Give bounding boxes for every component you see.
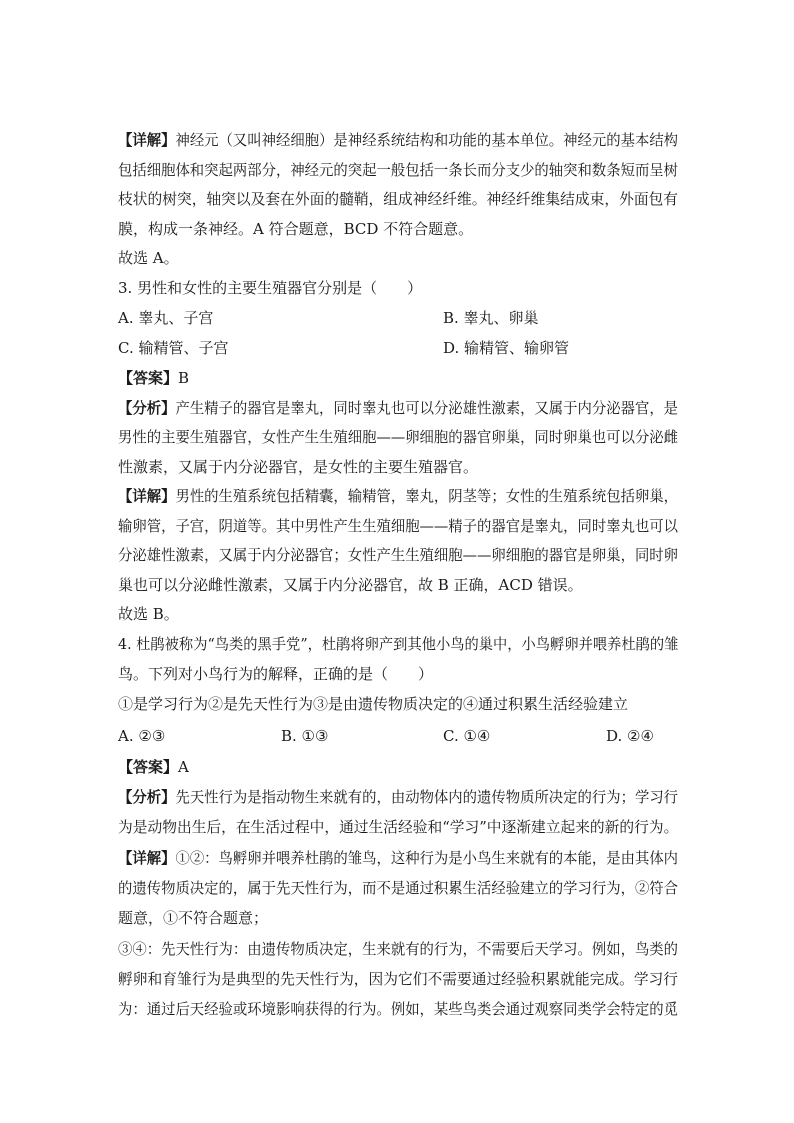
q3-detail-line-1: 【详解】男性的生殖系统包括精囊，输精管，睾丸，阴茎等；女性的生殖系统包括卵巢， <box>118 487 679 505</box>
q4-stem-line-2: 鸟。下列对小鸟行为的解释，正确的是（ ） <box>118 665 434 683</box>
q4-analysis-line-2: 为是动物出生后，在生活过程中，通过生活经验和“学习”中逐渐建立起来的新的行为。 <box>118 818 679 836</box>
q2-detail-line-4: 膜，构成一条神经。A 符合题意，BCD 不符合题意。 <box>118 220 474 238</box>
answer-value: B <box>178 369 190 387</box>
q3-option-b: B. 睾丸、卵巢 <box>443 309 539 327</box>
detail-tag: 【详解】 <box>118 849 176 867</box>
q3-conclusion: 故选 B。 <box>118 605 179 623</box>
q4-analysis-line-1: 【分析】先天性行为是指动物生来就有的，由动物体内的遗传物质所决定的行为；学习行 <box>118 788 679 806</box>
q3-detail-line-3: 分泌雄性激素，又属于内分泌器官；女性产生生殖细胞——卵细胞的器官是卵巢，同时卵 <box>118 546 679 564</box>
q3-detail-line-4: 巢也可以分泌雌性激素，又属于内分泌器官，故 B 正确，ACD 错误。 <box>118 576 583 594</box>
q4-option-c: C. ①④ <box>443 727 491 745</box>
answer-value: A <box>178 758 189 776</box>
q4-detail-line-6: 为：通过后天经验或环境影响获得的行为。例如，某些鸟类会通过观察同类学会特定的觅 <box>118 1000 679 1018</box>
q4-statements: ①是学习行为②是先天性行为③是由遗传物质决定的④通过积累生活经验建立 <box>118 695 629 713</box>
q4-detail-line-5: 孵卵和育雏行为是典型的先天性行为，因为它们不需要通过经验积累就能完成。学习行 <box>118 970 679 988</box>
q3-option-c: C. 输精管、子宫 <box>118 339 229 357</box>
q4-option-a: A. ②③ <box>118 727 166 745</box>
q3-stem: 3. 男性和女性的主要生殖器官分别是（ ） <box>118 279 423 297</box>
detail-tag: 【详解】 <box>118 131 176 149</box>
q4-option-d: D. ②④ <box>606 727 654 745</box>
q2-detail-line-3: 枝状的树突，轴突以及套在外面的髓鞘，组成神经纤维。神经纤维集结成束，外面包有 <box>118 190 679 208</box>
q2-detail-line-2: 包括细胞体和突起两部分，神经元的突起一般包括一条长而分支少的轴突和数条短而呈树 <box>118 161 679 179</box>
q4-detail-line-4: ③④：先天性行为：由遗传物质决定，生来就有的行为，不需要后天学习。例如，鸟类的 <box>118 940 679 958</box>
q3-detail-line-2: 输卵管，子宫，阴道等。其中男性产生生殖细胞——精子的器官是睾丸，同时睾丸也可以 <box>118 517 679 535</box>
q3-analysis-line-1: 【分析】产生精子的器官是睾丸，同时睾丸也可以分泌雄性激素，又属于内分泌器官，是 <box>118 399 679 417</box>
answer-tag: 【答案】 <box>118 369 179 387</box>
answer-tag: 【答案】 <box>118 758 179 776</box>
q2-conclusion: 故选 A。 <box>118 249 179 267</box>
analysis-tag: 【分析】 <box>118 399 176 417</box>
q4-option-b: B. ①③ <box>281 727 329 745</box>
analysis-tag: 【分析】 <box>118 788 176 806</box>
q4-answer <box>118 757 678 777</box>
detail-tag: 【详解】 <box>118 487 176 505</box>
q4-stem-line-1: 4. 杜鹃被称为“鸟类的黑手党”，杜鹃将卵产到其他小鸟的巢中，小鸟孵卵并喂养杜鹃的雏 <box>118 635 679 653</box>
q4-detail-line-1: 【详解】①②：鸟孵卵并喂养杜鹃的雏鸟，这种行为是小鸟生来就有的本能，是由其体内 <box>118 849 679 867</box>
q4-detail-line-2: 的遗传物质决定的，属于先天性行为，而不是通过积累生活经验建立的学习行为，②符合 <box>118 879 679 897</box>
q3-option-a: A. 睾丸、子宫 <box>118 309 214 327</box>
q4-detail-line-3: 题意，①不符合题意； <box>118 909 269 927</box>
q3-option-d: D. 输精管、输卵管 <box>443 339 570 357</box>
q3-answer <box>118 368 678 388</box>
q3-analysis-line-2: 男性的主要生殖器官，女性产生生殖细胞——卵细胞的器官卵巢，同时卵巢也可以分泌雌 <box>118 428 679 446</box>
q2-detail-line-1: 【详解】神经元（又叫神经细胞）是神经系统结构和功能的基本单位。神经元的基本结构 <box>118 131 679 149</box>
q3-analysis-line-3: 性激素，又属于内分泌器官，是女性的主要生殖器官。 <box>118 458 479 476</box>
